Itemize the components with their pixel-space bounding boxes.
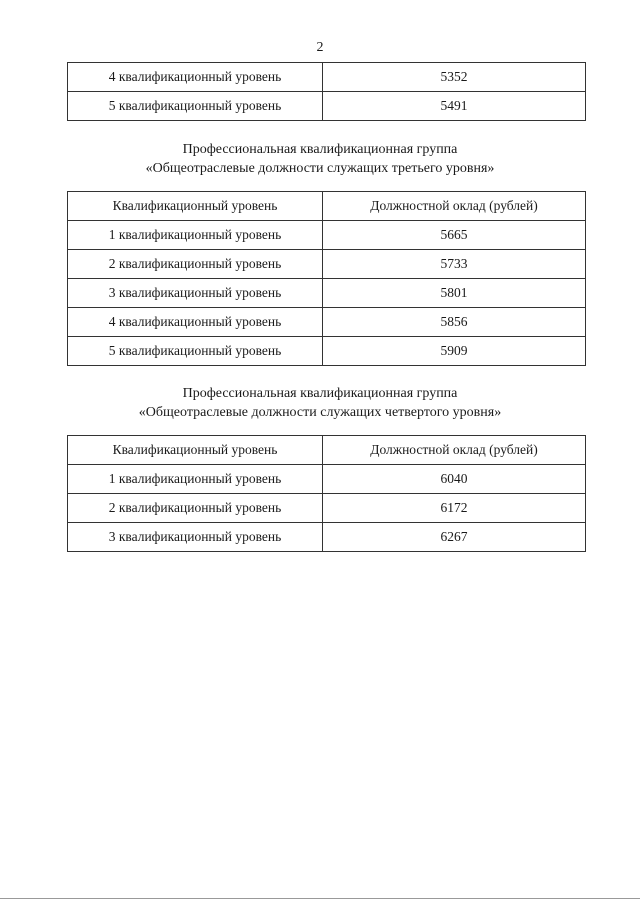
salary-cell: 5856: [323, 308, 586, 337]
salary-table-continued: [67, 62, 586, 121]
salary-table-group-3: [67, 191, 586, 366]
qualification-level-cell: 1 квалификационный уровень: [68, 221, 323, 250]
qualification-level-cell: 3 квалификационный уровень: [68, 523, 323, 552]
group-3-title: [0, 140, 640, 178]
column-header-salary: Должностной оклад (рублей): [323, 436, 586, 465]
salary-cell: 5352: [323, 63, 586, 92]
page-bottom-edge: [0, 898, 640, 899]
salary-cell: 6267: [323, 523, 586, 552]
qualification-level-cell: 1 квалификационный уровень: [68, 465, 323, 494]
table-row: [68, 494, 586, 523]
table-header-row: [68, 192, 586, 221]
group-title-line: Профессиональная квалификационная группа: [182, 142, 458, 157]
salary-cell: 5665: [323, 221, 586, 250]
salary-cell: 5801: [323, 279, 586, 308]
salary-cell: 5909: [323, 337, 586, 366]
qualification-level-cell: 2 квалификационный уровень: [68, 494, 323, 523]
column-header-level: Квалификационный уровень: [68, 436, 323, 465]
table-row: [68, 63, 586, 92]
table-row: [68, 337, 586, 366]
group-title-line: Профессиональная квалификационная группа: [182, 386, 458, 401]
table-row: [68, 250, 586, 279]
column-header-salary: Должностной оклад (рублей): [323, 192, 586, 221]
salary-cell: 6172: [323, 494, 586, 523]
group-4-title: [0, 384, 640, 422]
page-number: 2: [316, 40, 324, 55]
group-title-line: «Общеотраслевые должности служащих четвертого уровня»: [138, 405, 502, 420]
table-row: [68, 279, 586, 308]
table-row: [68, 308, 586, 337]
qualification-level-cell: 5 квалификационный уровень: [68, 92, 323, 121]
table-row: [68, 92, 586, 121]
qualification-level-cell: 4 квалификационный уровень: [68, 308, 323, 337]
table-header-row: [68, 436, 586, 465]
qualification-level-cell: 4 квалификационный уровень: [68, 63, 323, 92]
table-row: [68, 523, 586, 552]
table-row: [68, 465, 586, 494]
salary-table-group-4: [67, 435, 586, 552]
salary-cell: 6040: [323, 465, 586, 494]
qualification-level-cell: 2 квалификационный уровень: [68, 250, 323, 279]
table-row: [68, 221, 586, 250]
qualification-level-cell: 3 квалификационный уровень: [68, 279, 323, 308]
salary-cell: 5733: [323, 250, 586, 279]
group-title-line: «Общеотраслевые должности служащих третьего уровня»: [145, 161, 495, 176]
salary-cell: 5491: [323, 92, 586, 121]
qualification-level-cell: 5 квалификационный уровень: [68, 337, 323, 366]
column-header-level: Квалификационный уровень: [68, 192, 323, 221]
